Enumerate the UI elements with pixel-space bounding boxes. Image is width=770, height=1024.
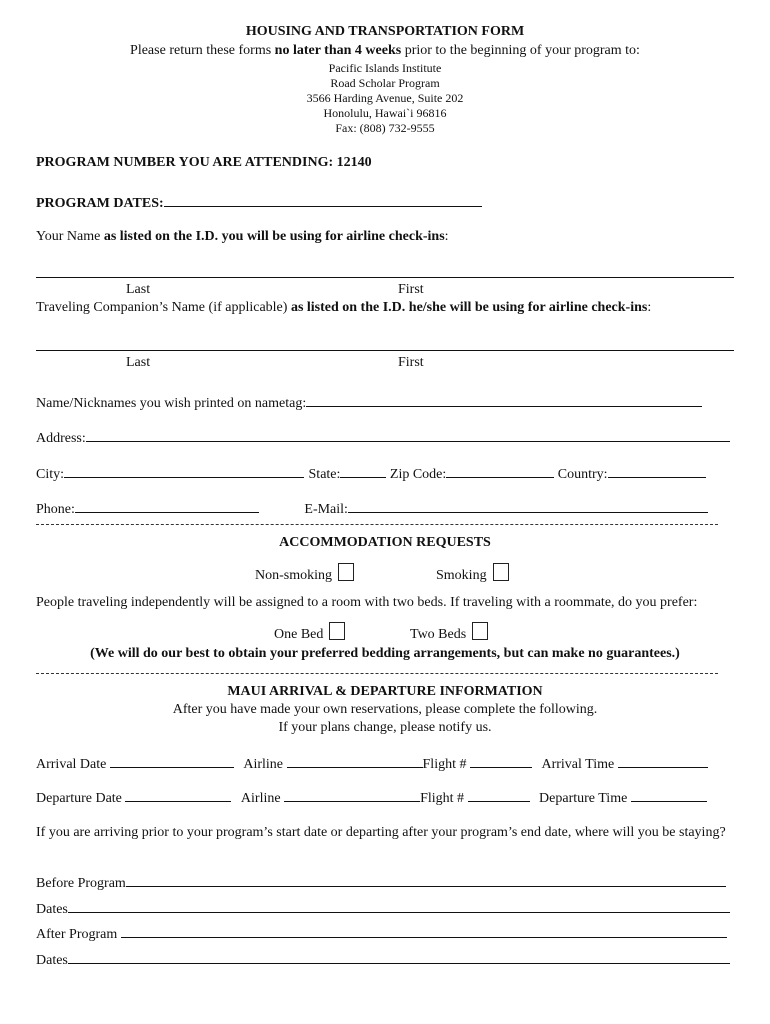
departure-airline-label: Airline	[240, 791, 281, 806]
departure-date-field[interactable]	[125, 787, 231, 802]
departure-date-label: Departure Date	[36, 791, 122, 806]
nametag-row	[36, 392, 734, 412]
name-prompt-pre: Your Name	[36, 229, 104, 244]
nametag-field[interactable]	[306, 392, 702, 407]
program-dates-row	[36, 192, 734, 212]
state-label: State:	[308, 467, 341, 482]
address-label: Address:	[36, 431, 86, 446]
after-program-field[interactable]	[121, 923, 727, 938]
zip-field[interactable]	[446, 463, 554, 478]
email-label: E-Mail:	[304, 502, 348, 517]
smoking-label: Smoking	[436, 568, 487, 583]
departure-time-label: Departure Time	[539, 791, 628, 806]
intro-post: prior to the beginning of your program to:	[401, 43, 640, 58]
phone-row	[36, 498, 734, 518]
after-program-label: After Program	[36, 927, 118, 942]
after-dates-field[interactable]	[68, 949, 730, 964]
departure-flight-field[interactable]	[468, 787, 530, 802]
zip-label: Zip Code:	[389, 467, 447, 482]
nonsmoking-label: Non-smoking	[255, 568, 332, 583]
name-field[interactable]	[36, 277, 734, 278]
name-prompt	[36, 229, 734, 245]
country-field[interactable]	[608, 463, 706, 478]
arrival-flight-label: Flight #	[422, 757, 467, 772]
mailing-address	[36, 61, 734, 136]
before-dates-field[interactable]	[68, 898, 730, 913]
program-dates-label: PROGRAM DATES:	[36, 196, 164, 211]
after-dates-row	[36, 949, 734, 969]
one-bed-label: One Bed	[274, 627, 324, 642]
name-prompt-bold: as listed on the I.D. you will be using for airline check-ins	[103, 229, 445, 244]
before-dates-row	[36, 898, 734, 918]
address-line: Fax: (808) 732-9555	[335, 121, 435, 135]
after-dates-label: Dates	[36, 953, 68, 968]
arrival-date-field[interactable]	[110, 753, 234, 768]
country-label: Country:	[557, 467, 608, 482]
companion-last-label: Last	[126, 355, 151, 370]
email-field[interactable]	[348, 498, 708, 513]
intro-pre: Please return these forms	[130, 43, 275, 58]
arrival-date-label: Arrival Date	[36, 757, 107, 772]
smoking-checkbox[interactable]	[493, 563, 509, 581]
companion-prompt-pre: Traveling Companion’s Name (if applicable)	[36, 300, 291, 315]
staying-question: If you are arriving prior to your program’s start date or departing after your program’s end date, where will you be staying?	[36, 825, 726, 840]
after-program-row	[36, 923, 734, 943]
companion-prompt-post: :	[647, 300, 652, 315]
companion-prompt	[36, 300, 734, 316]
arrival-airline-field[interactable]	[287, 753, 423, 768]
city-field[interactable]	[64, 463, 304, 478]
two-beds-label: Two Beds	[410, 627, 467, 642]
departure-time-field[interactable]	[631, 787, 707, 802]
departure-airline-field[interactable]	[284, 787, 420, 802]
state-field[interactable]	[340, 463, 386, 478]
companion-prompt-bold: as listed on the I.D. he/she will be using for airline check-ins	[290, 300, 648, 315]
departure-row	[36, 787, 734, 807]
intro-text	[36, 43, 734, 59]
travel-instructions-2: If your plans change, please notify us.	[278, 720, 492, 735]
address-row	[36, 427, 734, 447]
section-divider	[36, 673, 718, 674]
address-line: Road Scholar Program	[330, 76, 440, 90]
arrival-time-field[interactable]	[618, 753, 708, 768]
one-bed-option	[274, 622, 345, 643]
bedding-disclaimer: (We will do our best to obtain your preferred bedding arrangements, but can make no guarantees.)	[90, 646, 680, 661]
smoking-option	[436, 563, 509, 584]
two-beds-option	[410, 622, 488, 643]
companion-first-label: First	[398, 355, 424, 370]
form-title: HOUSING AND TRANSPORTATION FORM	[245, 24, 525, 39]
program-number: PROGRAM NUMBER YOU ARE ATTENDING: 12140	[36, 155, 372, 170]
address-line: 3566 Harding Avenue, Suite 202	[306, 91, 464, 105]
nonsmoking-option	[255, 563, 354, 584]
phone-field[interactable]	[75, 498, 259, 513]
name-last-label: Last	[126, 282, 151, 297]
name-first-label: First	[398, 282, 424, 297]
arrival-airline-label: Airline	[243, 757, 284, 772]
one-bed-checkbox[interactable]	[329, 622, 345, 640]
phone-label: Phone:	[36, 502, 75, 517]
nonsmoking-checkbox[interactable]	[338, 563, 354, 581]
before-program-row	[36, 872, 734, 892]
before-dates-label: Dates	[36, 902, 68, 917]
arrival-flight-field[interactable]	[470, 753, 532, 768]
intro-bold: no later than 4 weeks	[274, 43, 402, 58]
nametag-label: Name/Nicknames you wish printed on nametag:	[36, 396, 307, 411]
address-line: Honolulu, Hawai`i 96816	[323, 106, 447, 120]
before-program-field[interactable]	[126, 872, 726, 887]
name-prompt-post: :	[444, 229, 449, 244]
address-field[interactable]	[86, 427, 730, 442]
two-beds-checkbox[interactable]	[472, 622, 488, 640]
arrival-row	[36, 753, 734, 773]
before-program-label: Before Program	[36, 876, 126, 891]
program-dates-field[interactable]	[164, 192, 482, 207]
travel-title: MAUI ARRIVAL & DEPARTURE INFORMATION	[227, 684, 543, 699]
departure-flight-label: Flight #	[420, 791, 465, 806]
city-row	[36, 463, 734, 483]
city-label: City:	[36, 467, 65, 482]
section-divider	[36, 524, 718, 525]
address-line: Pacific Islands Institute	[328, 61, 442, 75]
arrival-time-label: Arrival Time	[541, 757, 615, 772]
accommodation-title: ACCOMMODATION REQUESTS	[279, 535, 491, 550]
companion-field[interactable]	[36, 350, 734, 351]
roommate-note: People traveling independently will be assigned to a room with two beds. If traveling with a roommate, do you prefer:	[36, 595, 698, 610]
travel-instructions-1: After you have made your own reservations, please complete the following.	[172, 702, 598, 717]
